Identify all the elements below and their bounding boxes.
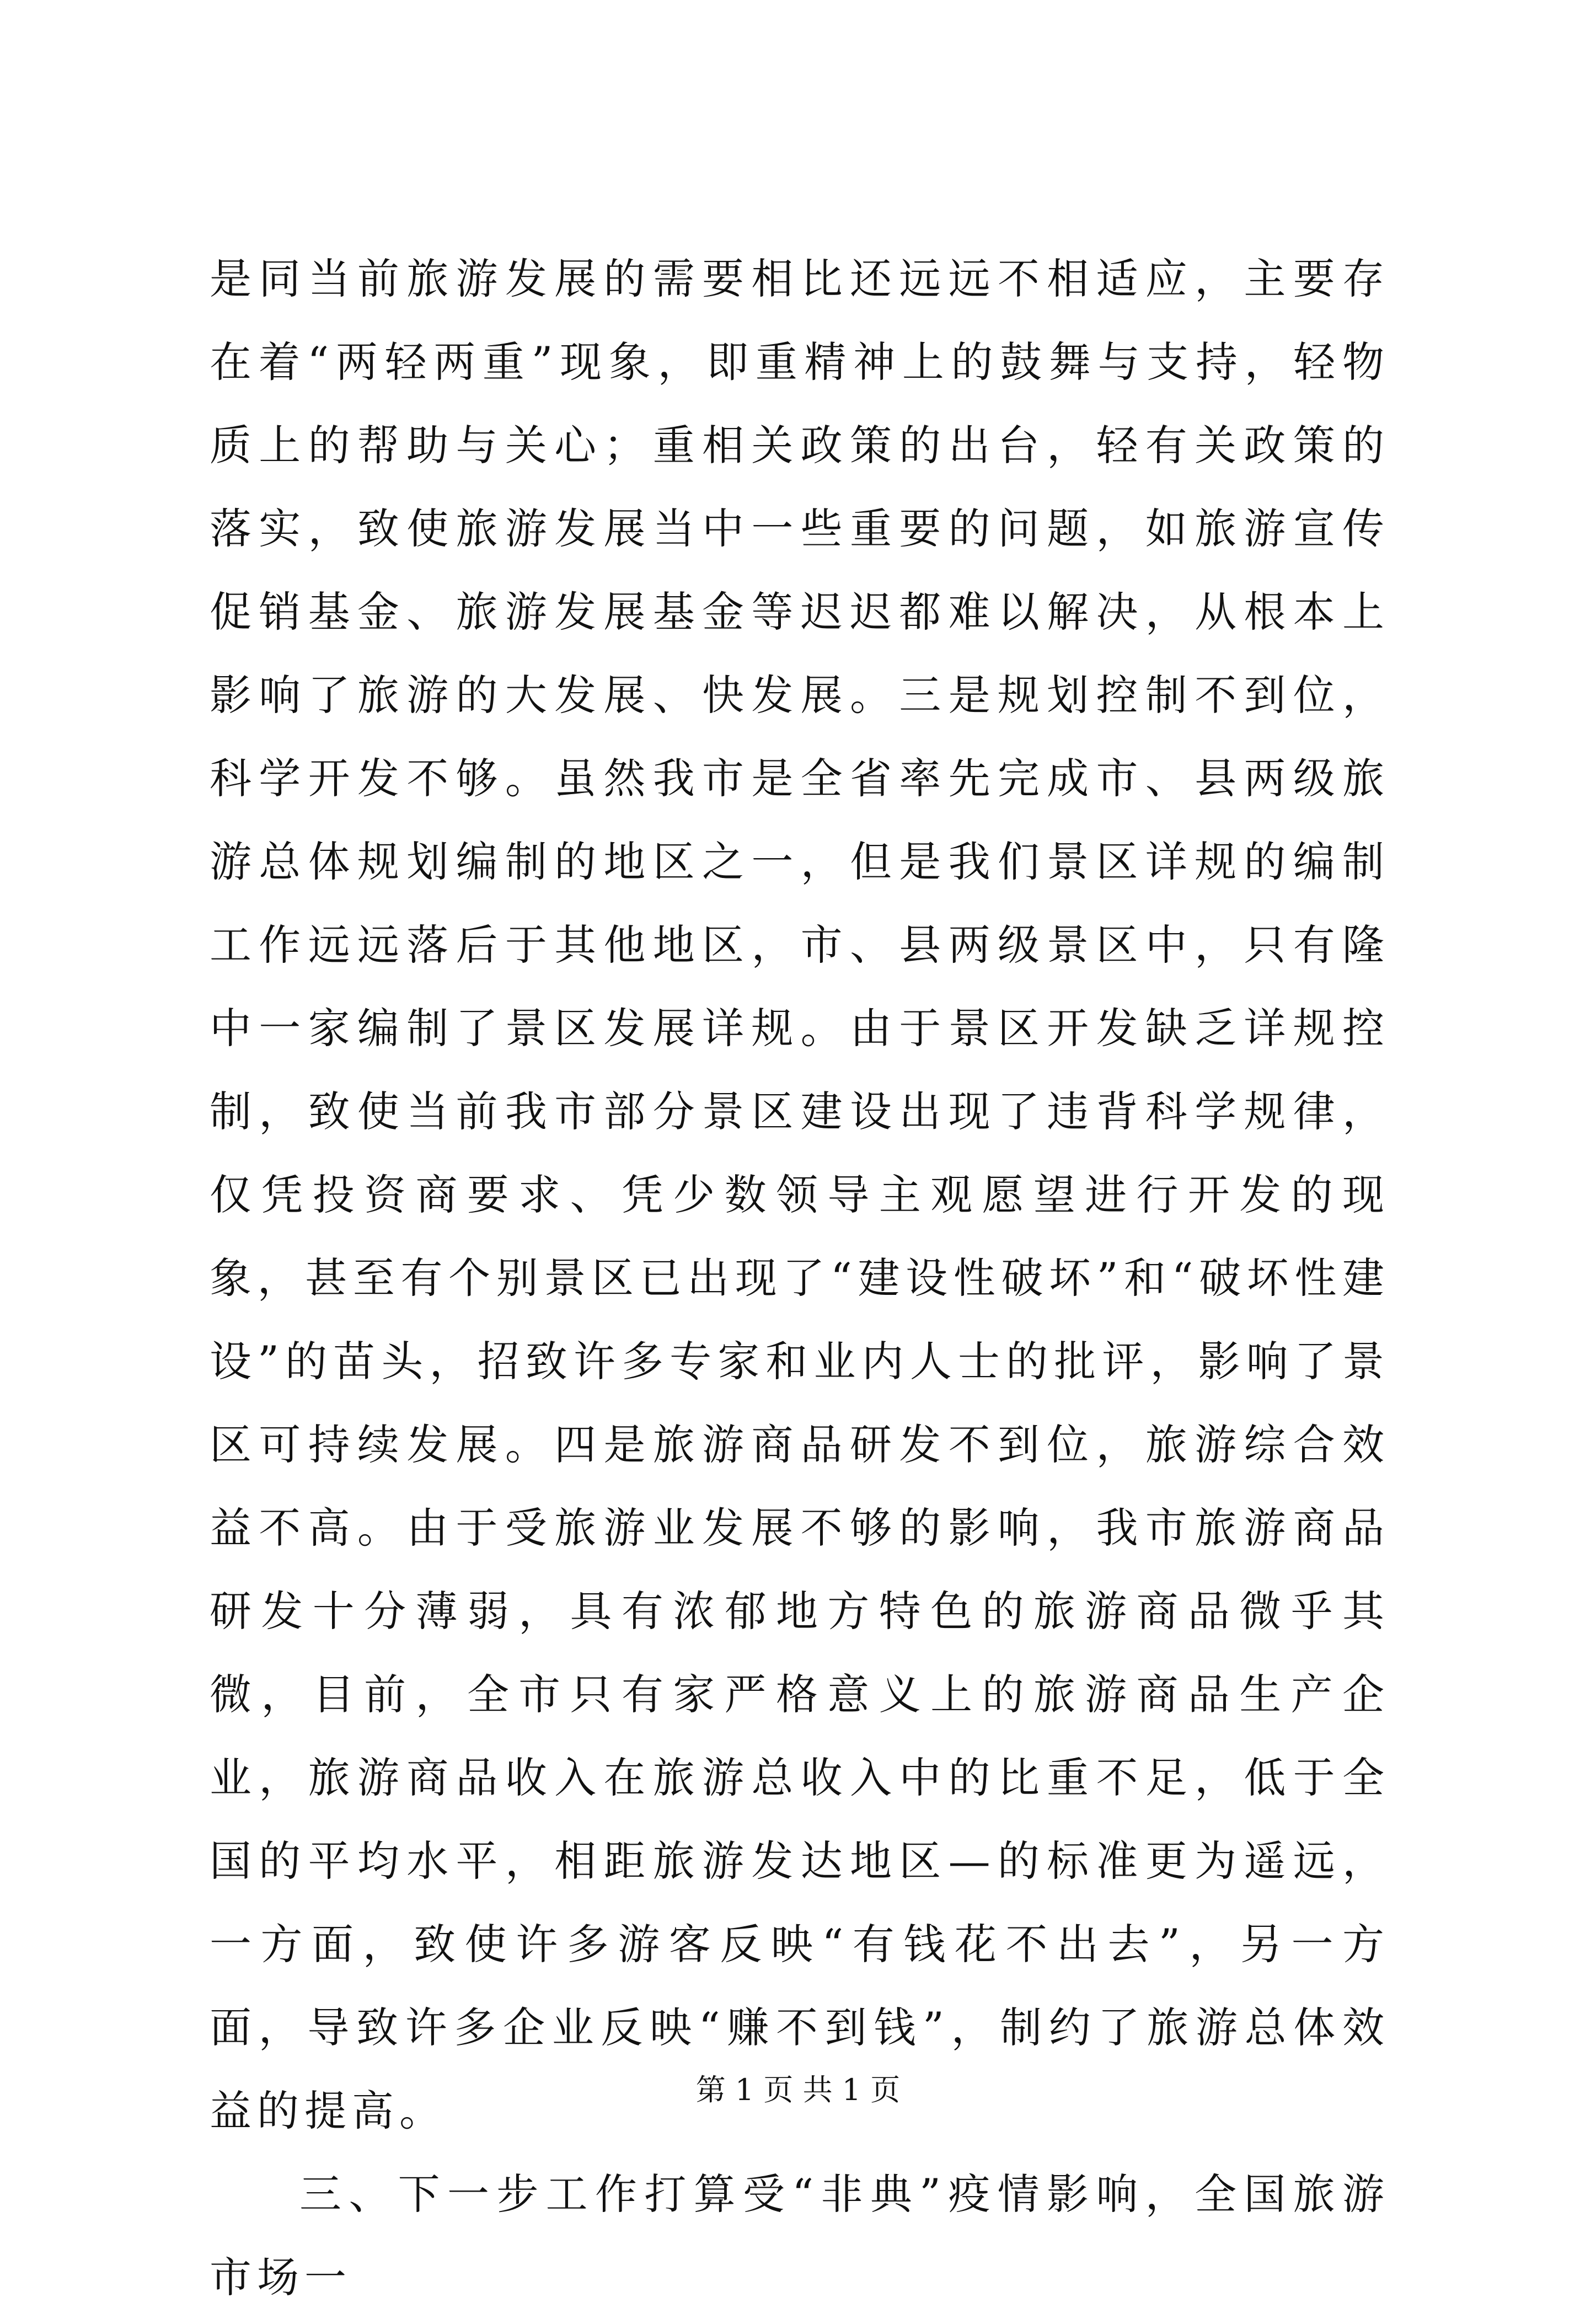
page-footer: 第 1 页 共 1 页 (695, 2072, 901, 2107)
paragraph-1: 是同当前旅游发展的需要相比还远远不相适应，主要存在着“两轻两重”现象，即重精神上的鼓舞与支持，轻物质上的帮助与关心；重相关政策的出台，轻有关政策的落实，致使旅游发展当中一些重要的问题，如旅游宣传促销基金、旅游发展基金等迟迟都难以解决，从根本上影响了旅游的大发展、快发展。三是规划控制不到位，科学开发不够。虽然我市是全省率先完成市、县两级旅游总体规划编制的地区之一，但是我们景区详规的编制工作远远落后于其他地区，市、县两级景区中，只有隆中一家编制了景区发展详规。由于景区开发缺乏详规控制，致使当前我市部分景区建设出现了违背科学规律，仅凭投资商要求、凭少数领导主观愿望进行开发的现象，甚至有个别景区已出现了“建设性破坏”和“破坏性建设”的苗头，招致许多专家和业内人士的批评，影响了景区可持续发展。四是旅游商品研发不到位，旅游综合效益不高。由于受旅游业发展不够的影响，我市旅游商品研发十分薄弱，具有浓郁地方特色的旅游商品微乎其微，目前，全市只有家严格意义上的旅游商品生产企业，旅游商品收入在旅游总收入中的比重不足，低于全国的平均水平，相距旅游发达地区—的标准更为遥远，一方面，致使许多游客反映“有钱花不出去”，另一方面，导致许多企业反映“赚不到钱”，制约了旅游总体效益的提高。 (210, 254, 1390, 2135)
body-text (210, 237, 1390, 2319)
paragraph-2: 三、下一步工作打算受“非典”疫情影响，全国旅游市场一 (210, 2170, 1390, 2302)
